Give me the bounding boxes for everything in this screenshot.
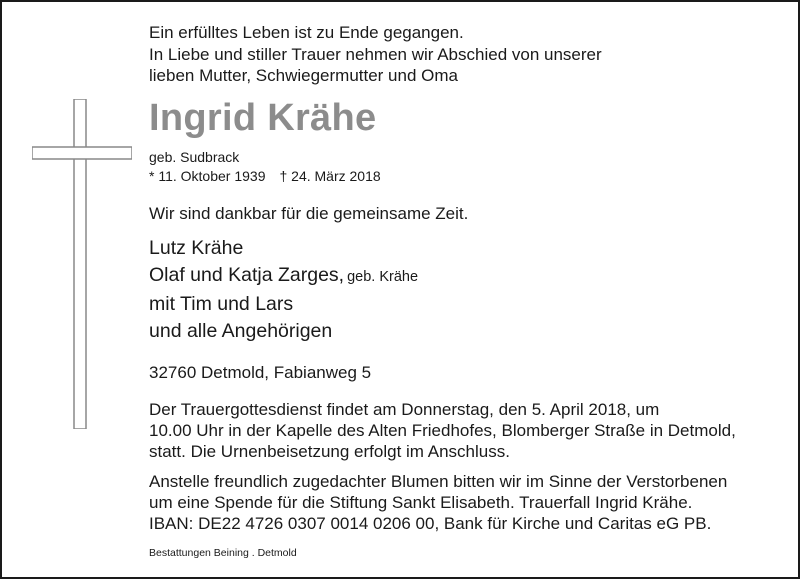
death-date: † 24. März 2018 <box>279 168 381 184</box>
deceased-name: Ingrid Krähe <box>149 97 377 139</box>
intro-line: Ein erfülltes Leben ist zu Ende gegangen. <box>149 23 464 42</box>
family-member <box>149 262 418 291</box>
undertaker-credit: Bestattungen Beining . Detmold <box>149 547 297 559</box>
donation-info <box>149 471 727 534</box>
service-line: statt. Die Urnenbeisetzung erfolgt im Anschluss. <box>149 442 510 461</box>
donation-line: Anstelle freundlich zugedachter Blumen bitten wir im Sinne der Verstorbenen <box>149 472 728 491</box>
family-list <box>149 235 418 345</box>
donation-line: um eine Spende für die Stiftung Sankt Elisabeth. Trauerfall Ingrid Krähe. <box>149 493 693 512</box>
donation-line: IBAN: DE22 4726 0307 0014 0206 00, Bank für Kirche und Caritas eG PB. <box>149 514 712 533</box>
service-info <box>149 399 736 462</box>
intro-line: lieben Mutter, Schwiegermutter und Oma <box>149 66 458 85</box>
family-member: mit Tim und Lars <box>149 293 294 315</box>
family-address: 32760 Detmold, Fabianweg 5 <box>149 363 372 382</box>
birth-name: geb. Sudbrack <box>149 149 240 165</box>
cross-icon <box>32 99 132 429</box>
intro-text <box>149 22 602 87</box>
service-line: Der Trauergottesdienst findet am Donnerstag, den 5. April 2018, um <box>149 400 660 419</box>
life-dates <box>149 168 381 184</box>
maiden-name-note: geb. Krähe <box>347 269 419 285</box>
family-member: und alle Angehörigen <box>149 320 333 342</box>
family-member: Lutz Krähe <box>149 237 244 259</box>
birth-date: * 11. Oktober 1939 <box>149 168 266 184</box>
family-member-name: Olaf und Katja Zarges, <box>149 264 345 286</box>
intro-line: In Liebe und stiller Trauer nehmen wir Abschied von unserer <box>149 44 602 64</box>
thanks-line: Wir sind dankbar für die gemeinsame Zeit. <box>149 204 469 223</box>
service-line: 10.00 Uhr in der Kapelle des Alten Friedhofes, Blomberger Straße in Detmold, <box>149 421 736 440</box>
